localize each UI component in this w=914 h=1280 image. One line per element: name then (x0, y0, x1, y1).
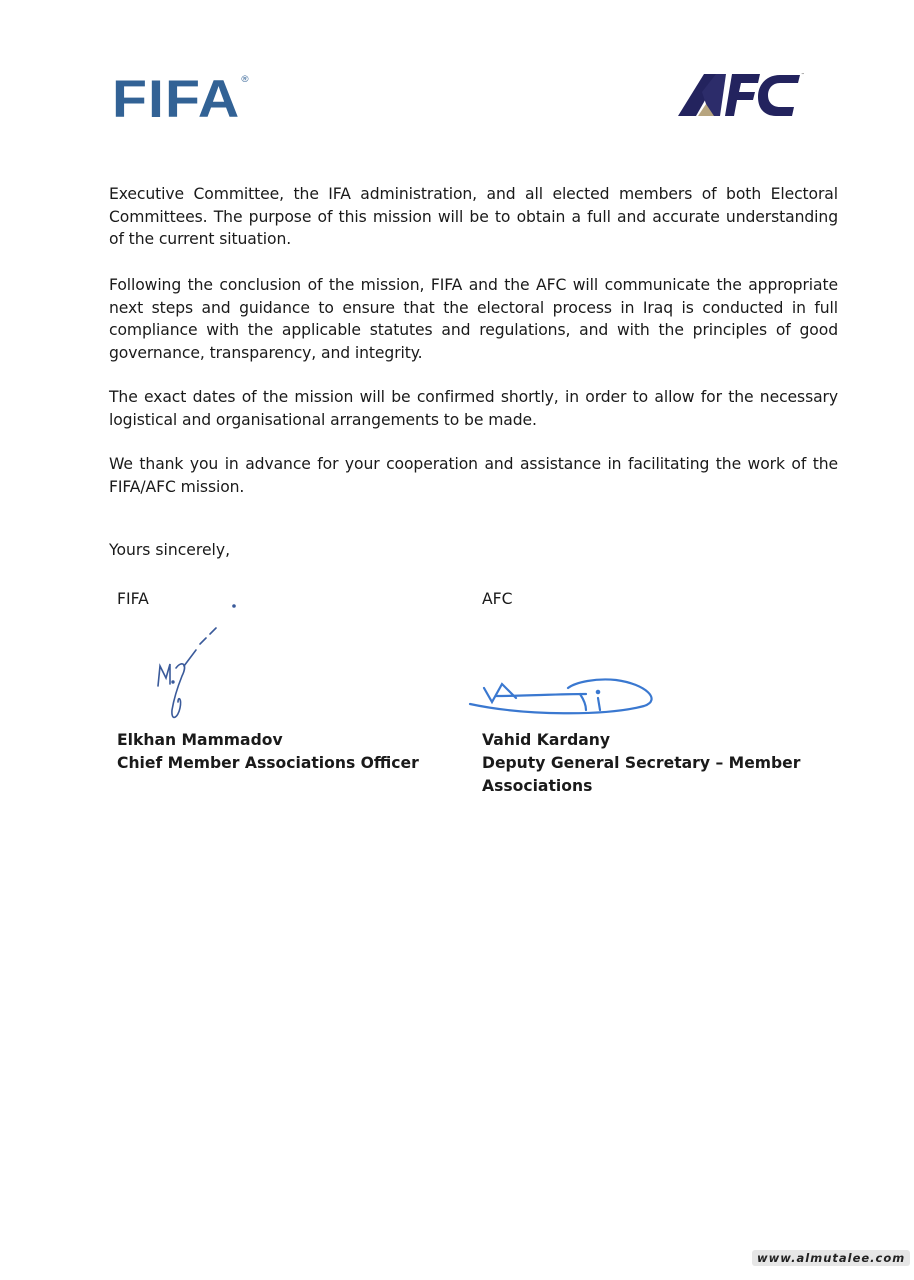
source-watermark: www.almutalee.com (752, 1250, 910, 1266)
signatory-name: Elkhan Mammadov (117, 731, 283, 749)
signatory-fifa (117, 729, 447, 775)
closing-salutation: Yours sincerely, (109, 541, 231, 559)
signatory-title: Chief Member Associations Officer (117, 754, 419, 772)
afc-logo (676, 70, 806, 122)
signatory-org-fifa: FIFA (117, 590, 149, 608)
body-paragraph: We thank you in advance for your cooperation and assistance in facilitating the work of the FIFA/AFC mission. (109, 455, 838, 496)
signatory-title: Deputy General Secretary – Member Associations (482, 754, 801, 795)
fifa-logo (112, 70, 250, 129)
body-paragraph: Following the conclusion of the mission, FIFA and the AFC will communicate the appropriate next steps and guidance to ensure that the electoral process in Iraq is conducted in full compliance with the applicable statutes and regulations, and with the principles of good governance, transparency, and integrity. (109, 276, 838, 362)
body-paragraph: Executive Committee, the IFA administration, and all elected members of both Electoral Committees. The purpose of this mission will be to obtain a full and accurate understanding of the current situation. (109, 185, 838, 248)
signatory-org-afc: AFC (482, 590, 513, 608)
registered-mark: ® (241, 74, 250, 84)
afc-signature-image (466, 660, 656, 720)
fifa-logo-text: FIFA (112, 70, 241, 129)
svg-text:™: ™ (801, 72, 805, 77)
fifa-signature-image (148, 598, 248, 728)
body-paragraph: The exact dates of the mission will be confirmed shortly, in order to allow for the necessary logistical and organisational arrangements to be made. (109, 388, 838, 429)
signatory-name: Vahid Kardany (482, 731, 611, 749)
signatory-afc (482, 729, 812, 798)
